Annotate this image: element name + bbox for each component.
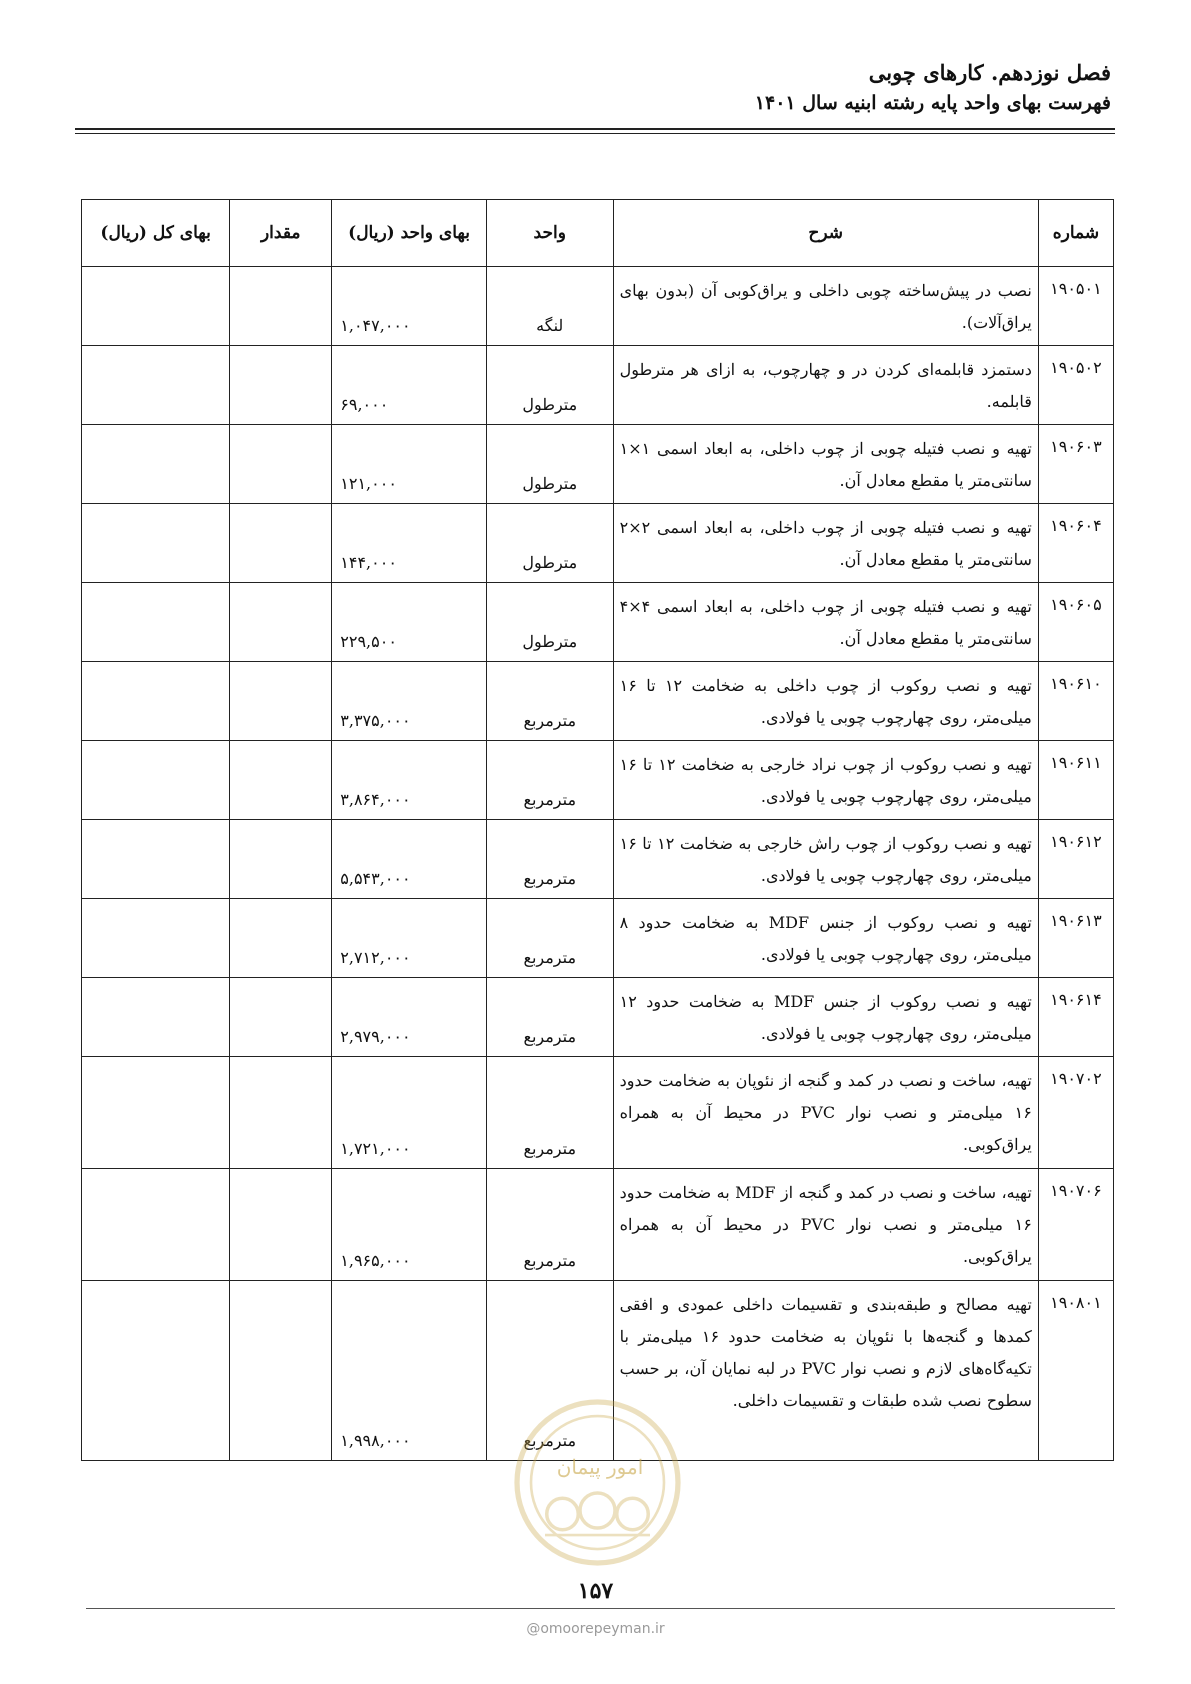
page-header (755, 58, 1111, 118)
item-total-price-cell (82, 1169, 230, 1281)
item-number: ۱۹۰۶۱۳ (1038, 899, 1113, 978)
header-rule-thick (75, 128, 1115, 130)
item-unit-price: ۲,۹۷۹,۰۰۰ (332, 978, 487, 1057)
table-row (82, 662, 1114, 741)
item-number: ۱۹۰۶۱۱ (1038, 741, 1113, 820)
item-total-price-cell (82, 1281, 230, 1461)
table-row (82, 583, 1114, 662)
item-description: تهیه و نصب روکوب از چوب راش خارجی به ضخامت ۱۲ تا ۱۶ میلی‌متر، روی چهارچوب چوبی یا فولادی. (613, 820, 1038, 899)
item-number: ۱۹۰۶۰۴ (1038, 504, 1113, 583)
column-header-total-price: بهای کل (ریال) (82, 200, 230, 267)
item-unit: مترمربع (486, 1169, 613, 1281)
column-header-quantity: مقدار (230, 200, 332, 267)
item-quantity-cell (230, 267, 332, 346)
item-description: تهیه و نصب روکوب از چوب نراد خارجی به ضخامت ۱۲ تا ۱۶ میلی‌متر، روی چهارچوب چوبی یا فولادی. (613, 741, 1038, 820)
item-unit: مترمربع (486, 899, 613, 978)
item-unit-price: ۳,۳۷۵,۰۰۰ (332, 662, 487, 741)
chapter-title: فصل نوزدهم. کارهای چوبی (868, 60, 1111, 85)
table-row (82, 820, 1114, 899)
item-number: ۱۹۰۸۰۱ (1038, 1281, 1113, 1461)
item-description: تهیه و نصب روکوب از جنس MDF به ضخامت حدود ۸ میلی‌متر، روی چهارچوب چوبی یا فولادی. (613, 899, 1038, 978)
table-row (82, 504, 1114, 583)
footer-website: @omoorepeyman.ir (526, 1621, 665, 1637)
item-quantity-cell (230, 662, 332, 741)
item-description: تهیه و نصب فتیله چوبی از چوب داخلی، به ابعاد اسمی ۴×۴ سانتی‌متر یا مقطع معادل آن. (613, 583, 1038, 662)
item-unit-price: ۱,۹۹۸,۰۰۰ (332, 1281, 487, 1461)
item-total-price-cell (82, 741, 230, 820)
table-row (82, 346, 1114, 425)
table-row (82, 267, 1114, 346)
item-total-price-cell (82, 899, 230, 978)
item-unit-price: ۲,۷۱۲,۰۰۰ (332, 899, 487, 978)
item-description: دستمزد قابلمه‌ای کردن در و چهارچوب، به ازای هر مترطول قابلمه. (613, 346, 1038, 425)
header-rule-thin (75, 133, 1115, 134)
table-row (82, 425, 1114, 504)
table-row (82, 978, 1114, 1057)
item-quantity-cell (230, 741, 332, 820)
item-total-price-cell (82, 583, 230, 662)
item-unit-price: ۱,۰۴۷,۰۰۰ (332, 267, 487, 346)
price-list-table (81, 199, 1114, 1461)
item-number: ۱۹۰۵۰۲ (1038, 346, 1113, 425)
item-total-price-cell (82, 267, 230, 346)
item-quantity-cell (230, 504, 332, 583)
item-quantity-cell (230, 425, 332, 504)
item-description: تهیه، ساخت و نصب در کمد و گنجه از MDF به ضخامت حدود ۱۶ میلی‌متر و نصب نوار PVC در محیط آن به همراه یراق‌کوبی. (613, 1169, 1038, 1281)
item-unit-price: ۲۲۹,۵۰۰ (332, 583, 487, 662)
item-unit-price: ۱۴۴,۰۰۰ (332, 504, 487, 583)
item-description: تهیه و نصب روکوب از جنس MDF به ضخامت حدود ۱۲ میلی‌متر، روی چهارچوب چوبی یا فولادی. (613, 978, 1038, 1057)
item-quantity-cell (230, 346, 332, 425)
item-quantity-cell (230, 1057, 332, 1169)
item-unit: مترطول (486, 504, 613, 583)
item-total-price-cell (82, 978, 230, 1057)
item-unit-price: ۱۲۱,۰۰۰ (332, 425, 487, 504)
item-description: تهیه و نصب فتیله چوبی از چوب داخلی، به ابعاد اسمی ۲×۲ سانتی‌متر یا مقطع معادل آن. (613, 504, 1038, 583)
item-unit: مترمربع (486, 1057, 613, 1169)
item-unit-price: ۵,۵۴۳,۰۰۰ (332, 820, 487, 899)
item-quantity-cell (230, 1169, 332, 1281)
document-subtitle: فهرست بهای واحد پایه رشته ابنیه سال ۱۴۰۱ (754, 92, 1111, 114)
item-unit: مترمربع (486, 820, 613, 899)
item-total-price-cell (82, 425, 230, 504)
item-description: نصب در پیش‌ساخته چوبی داخلی و یراق‌کوبی آن (بدون بهای یراق‌آلات). (613, 267, 1038, 346)
item-number: ۱۹۰۵۰۱ (1038, 267, 1113, 346)
watermark-text: امور پیمان (556, 1455, 644, 1479)
item-unit: مترمربع (486, 978, 613, 1057)
item-quantity-cell (230, 820, 332, 899)
item-description: تهیه و نصب فتیله چوبی از چوب داخلی، به ابعاد اسمی ۱×۱ سانتی‌متر یا مقطع معادل آن. (613, 425, 1038, 504)
column-header-unit: واحد (486, 200, 613, 267)
item-unit-price: ۱,۹۶۵,۰۰۰ (332, 1169, 487, 1281)
item-number: ۱۹۰۶۱۲ (1038, 820, 1113, 899)
item-total-price-cell (82, 1057, 230, 1169)
item-quantity-cell (230, 1281, 332, 1461)
item-quantity-cell (230, 978, 332, 1057)
item-total-price-cell (82, 346, 230, 425)
item-description: تهیه، ساخت و نصب در کمد و گنجه از نئوپان به ضخامت حدود ۱۶ میلی‌متر و نصب نوار PVC در محیط آن به همراه یراق‌کوبی. (613, 1057, 1038, 1169)
table-row (82, 741, 1114, 820)
item-number: ۱۹۰۷۰۶ (1038, 1169, 1113, 1281)
item-quantity-cell (230, 583, 332, 662)
item-unit: مترطول (486, 425, 613, 504)
table-header-row (82, 200, 1114, 267)
item-total-price-cell (82, 662, 230, 741)
item-unit: مترمربع (486, 1281, 613, 1461)
item-unit-price: ۶۹,۰۰۰ (332, 346, 487, 425)
item-number: ۱۹۰۷۰۲ (1038, 1057, 1113, 1169)
item-quantity-cell (230, 899, 332, 978)
item-number: ۱۹۰۶۱۴ (1038, 978, 1113, 1057)
item-total-price-cell (82, 504, 230, 583)
table-row (82, 1057, 1114, 1169)
item-total-price-cell (82, 820, 230, 899)
item-description: تهیه و نصب روکوب از چوب داخلی به ضخامت ۱۲ تا ۱۶ میلی‌متر، روی چهارچوب چوبی یا فولادی. (613, 662, 1038, 741)
item-unit-price: ۳,۸۶۴,۰۰۰ (332, 741, 487, 820)
column-header-description: شرح (613, 200, 1038, 267)
item-unit: مترمربع (486, 662, 613, 741)
item-unit-price: ۱,۷۲۱,۰۰۰ (332, 1057, 487, 1169)
item-number: ۱۹۰۶۰۳ (1038, 425, 1113, 504)
column-header-number: شماره (1038, 200, 1113, 267)
table-row (82, 1169, 1114, 1281)
table-row (82, 1281, 1114, 1461)
item-unit: مترطول (486, 346, 613, 425)
item-unit: مترطول (486, 583, 613, 662)
column-header-unit-price: بهای واحد (ریال) (332, 200, 487, 267)
item-number: ۱۹۰۶۰۵ (1038, 583, 1113, 662)
item-number: ۱۹۰۶۱۰ (1038, 662, 1113, 741)
item-unit: لنگه (486, 267, 613, 346)
table-row (82, 899, 1114, 978)
footer-rule (86, 1608, 1115, 1609)
item-description: تهیه مصالح و طبقه‌بندی و تقسیمات داخلی عمودی و افقی کمدها و گنجه‌ها با نئوپان به ضخامت حدود ۱۶ میلی‌متر با تکیه‌گاه‌های لازم و نصب نوار PVC در لبه نمایان آن، بر حسب سطوح نصب شده طبقات و تقسیمات داخلی. (613, 1281, 1038, 1461)
page-number: ۱۵۷ (577, 1578, 614, 1604)
item-unit: مترمربع (486, 741, 613, 820)
